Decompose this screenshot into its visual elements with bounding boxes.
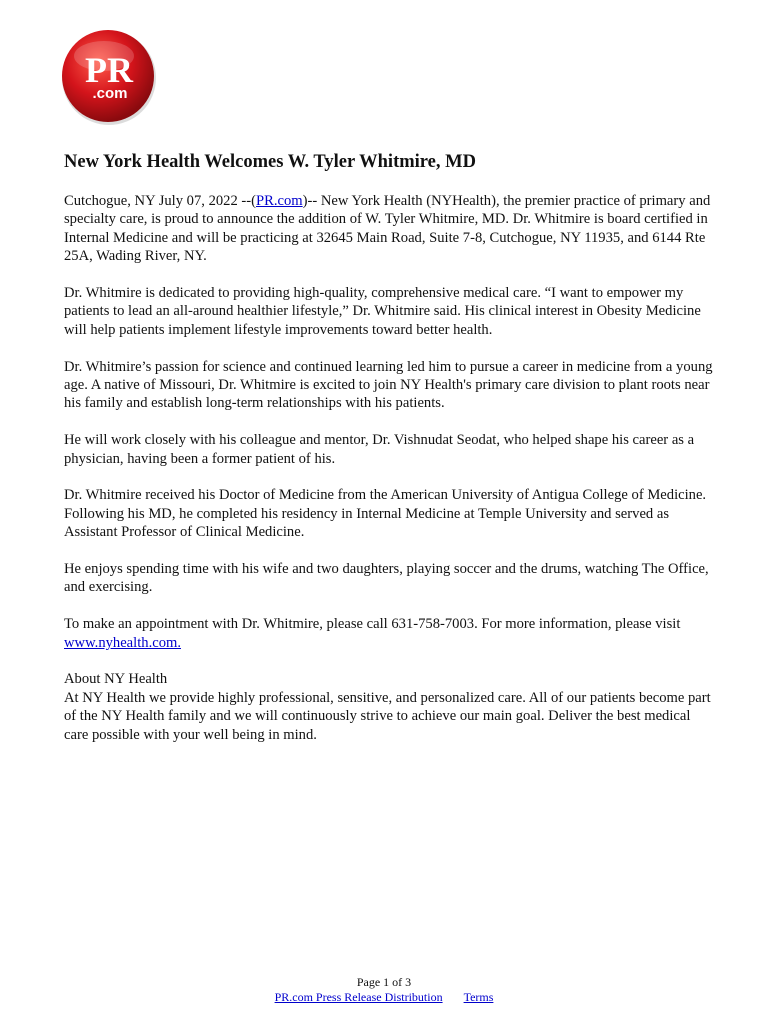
logo-text-pr: PR bbox=[85, 50, 133, 90]
paragraph-passion: Dr. Whitmire’s passion for science and continued learning led him to pursue a career in medicine from a young age. A native of Missouri, Dr. Whitmire is excited to join NY Health's primary care division to plant roots near his family and establish long-term relationships with his patients. bbox=[64, 358, 713, 412]
about-text: At NY Health we provide highly professional, sensitive, and personalized care. All of our patients become part of the NY Health family and we will continuously strive to achieve our main goal. Deliver the best medical care possible with your well being in mind. bbox=[64, 689, 711, 743]
appointment-text: To make an appointment with Dr. Whitmire, please call 631-758-7003. For more information, please visit bbox=[64, 616, 681, 633]
logo-text-com: .com bbox=[92, 85, 128, 102]
about-heading: About NY Health bbox=[64, 671, 168, 688]
footer-links bbox=[0, 990, 768, 1005]
intro-paragraph bbox=[64, 192, 714, 266]
paragraph-education: Dr. Whitmire received his Doctor of Medicine from the American University of Antigua College of Medicine. Following his MD, he completed his residency in Internal Medicine at Temple University and served as Assistant Professor of Clinical Medicine. bbox=[64, 487, 707, 541]
pr-com-link[interactable]: PR.com bbox=[256, 193, 303, 209]
pr-com-logo bbox=[60, 28, 158, 126]
intro-suffix: )-- New York Health (NYHealth), the premier practice of primary and specialty care, is proud to announce the addition of W. Tyler Whitmire, MD. Dr. Whitmire is board certified in Internal Medicine and will be practicing at 32645 Main Road, Suite 7-8, Cutchogue, NY 11935, and 6144 Rte 25A, Wading River, NY. bbox=[64, 193, 711, 265]
paragraph-dedication: Dr. Whitmire is dedicated to providing high-quality, comprehensive medical care. “I want to empower my patients to lead an all-around healthier lifestyle,” Dr. Whitmire said. His clinical interest in Obesity Medicine will help patients implement lifestyle improvements toward better health. bbox=[64, 285, 701, 338]
paragraph-mentor: He will work closely with his colleague and mentor, Dr. Vishnudat Seodat, who helped shape his career as a physician, having been a former patient of his. bbox=[64, 432, 695, 467]
about-section bbox=[64, 670, 714, 744]
page-footer bbox=[0, 975, 768, 1005]
intro-prefix: Cutchogue, NY July 07, 2022 --( bbox=[64, 193, 256, 209]
page-number: Page 1 of 3 bbox=[356, 975, 412, 989]
distribution-link[interactable]: PR.com Press Release Distribution bbox=[274, 990, 443, 1004]
appointment-paragraph bbox=[64, 615, 714, 652]
article-body bbox=[64, 192, 714, 762]
nyhealth-website-link[interactable]: www.nyhealth.com. bbox=[64, 634, 181, 651]
page-title: New York Health Welcomes W. Tyler Whitmire, MD bbox=[64, 152, 476, 172]
terms-link[interactable]: Terms bbox=[463, 990, 494, 1004]
paragraph-personal: He enjoys spending time with his wife and two daughters, playing soccer and the drums, watching The Office, and exercising. bbox=[64, 561, 709, 596]
